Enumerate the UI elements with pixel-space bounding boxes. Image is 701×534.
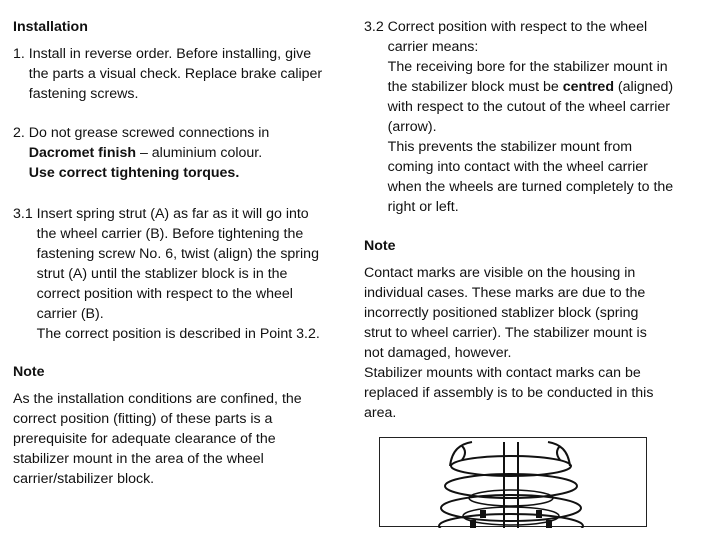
step-2-finish-colour: – aluminium colour.: [136, 145, 263, 161]
note-heading-left: Note: [13, 364, 45, 380]
installation-section: [13, 17, 333, 37]
step-3-1-text: Insert spring strut (A) as far as it will go into the wheel carrier (B). Before tightening the fastening screw No. 6, twist (align) the spring strut (A) until the stablizer block is in the correct position with respect to the wheel carrier (B).: [36, 206, 319, 322]
step-3-1-reference: The correct position is described in Point 3.2.: [36, 326, 320, 342]
step-3-2-number: 3.2: [364, 19, 388, 35]
note-text-right-2: Stabilizer mounts with contact marks can be replaced if assembly is to be conducted in this area.: [364, 365, 654, 421]
installation-heading: Installation: [13, 19, 88, 35]
step-3-2-prevents-text: This prevents the stabilizer mount from coming into contact with the wheel carrier when the wheels are turned completely to the right or left.: [387, 139, 674, 215]
note-text-left-block: [13, 389, 313, 489]
note-section-right: [364, 236, 694, 256]
step-3-2-line-1: Correct position with respect to the wheel carrier means:: [387, 19, 648, 55]
note-text-right-1: Contact marks are visible on the housing in individual cases. These marks are due to the incorrectly positioned stablizer block (spring strut to wheel carrier). The stabilizer mount is not damaged, however.: [364, 265, 647, 361]
step-3-2-centred: centred: [562, 79, 614, 95]
step-1-number: 1.: [13, 46, 29, 62]
step-1-text: Install in reverse order. Before installing, give the parts a visual check. Replace brake caliper fastening screws.: [28, 46, 323, 102]
step-3-2-aligned-text: (aligned) with respect to the cutout of the wheel carrier (arrow).: [387, 79, 674, 135]
step-3-2-bore-text: The receiving bore for the stabilizer mount in the stabilizer block must be: [387, 59, 668, 95]
spring-strut-drawing: [380, 438, 648, 528]
note-heading-right: Note: [364, 238, 396, 254]
step-3-1-number: 3.1: [13, 206, 37, 222]
note-section-left: [13, 362, 333, 382]
step-2-bold-finish: Dacromet finish: [28, 145, 136, 161]
step-2-line-1: Do not grease screwed connections in: [28, 125, 270, 141]
step-1: [13, 44, 333, 104]
step-2-number: 2.: [13, 125, 29, 141]
step-3-1: [13, 204, 333, 344]
note-text-right-block: [364, 263, 659, 423]
step-2: [13, 123, 333, 183]
step-2-bold-torques: Use correct tightening torques.: [28, 165, 240, 181]
note-text-left: As the installation conditions are confined, the correct position (fitting) of these parts is a prerequisite for adequate clearance of the stabilizer mount in the area of the wheel carrier/stabilizer block.: [13, 391, 302, 487]
step-3-2: [364, 17, 694, 217]
